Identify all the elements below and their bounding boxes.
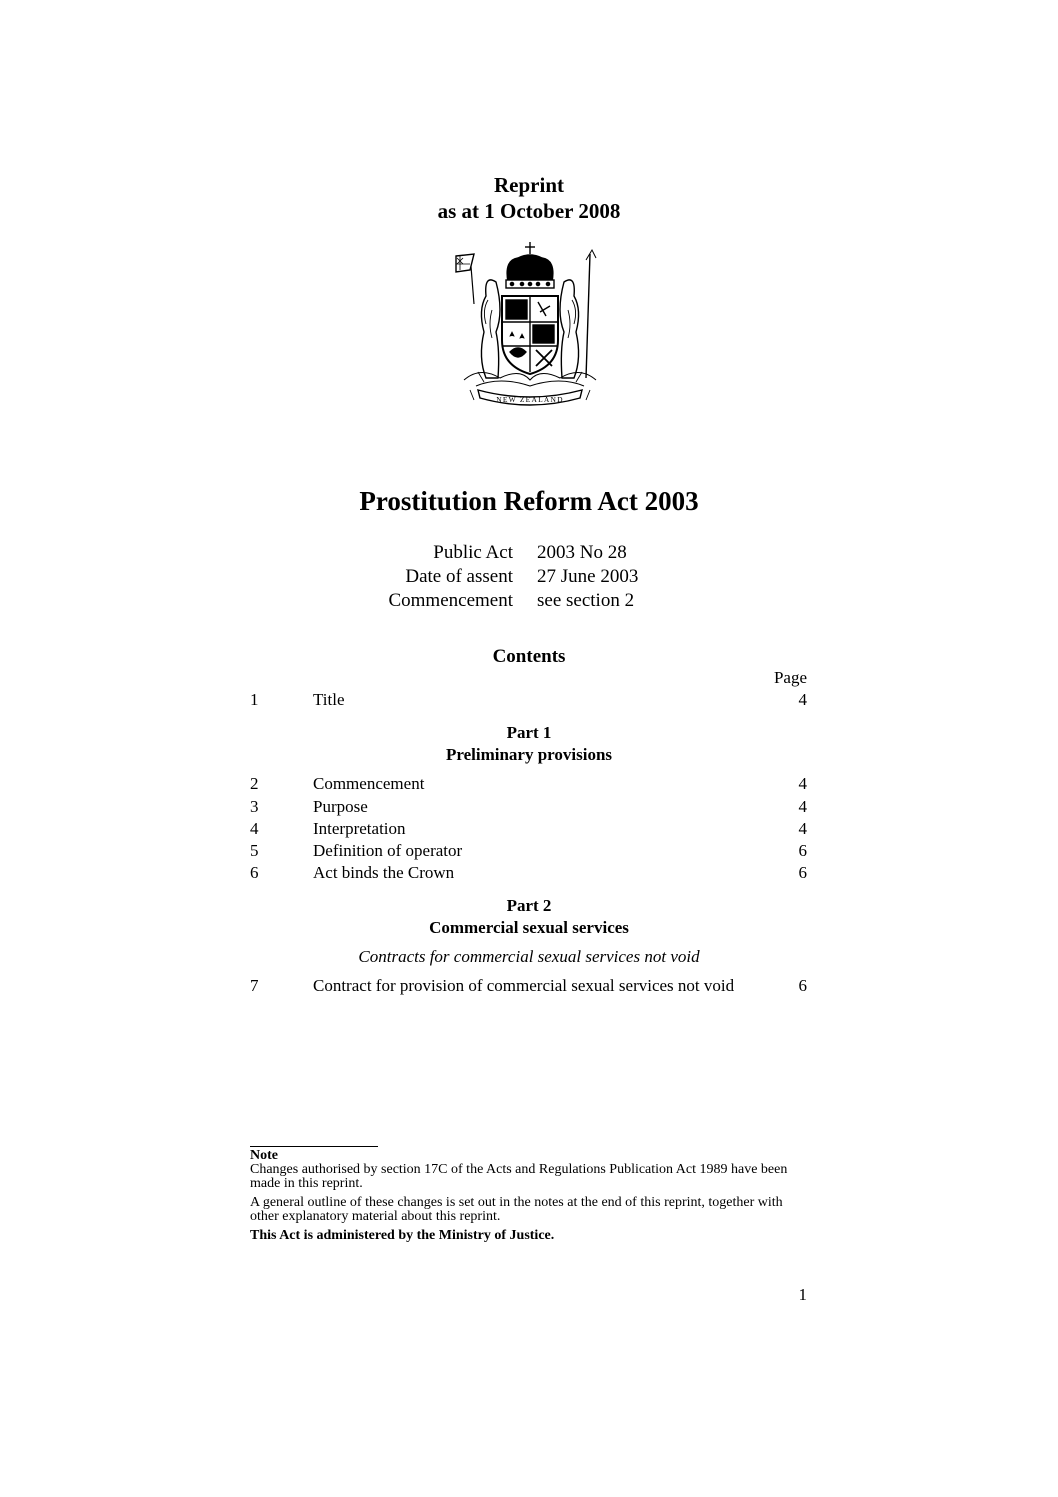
meta-row-date-of-assent <box>0 565 1058 589</box>
meta-value: 27 June 2003 <box>537 566 639 587</box>
reprint-label: Reprint <box>494 173 564 197</box>
section-number: 2 <box>250 774 259 793</box>
meta-label: Commencement <box>388 590 513 611</box>
page-reference: 4 <box>798 774 807 793</box>
note-paragraph-outline: A general outline of these changes is set out in the notes at the end of this reprint, together with other explanatory material about this reprint. <box>250 1195 783 1224</box>
page-reference: 6 <box>798 841 807 860</box>
note-paragraph-changes: Changes authorised by section 17C of the Acts and Regulations Publication Act 1989 have been made in this reprint. <box>250 1162 788 1191</box>
part-2-label: Part 2 <box>506 896 552 915</box>
section-number: 5 <box>250 841 259 860</box>
meta-label: Date of assent <box>405 566 513 587</box>
page-reference: 4 <box>798 797 807 816</box>
footnote-divider <box>250 1146 378 1147</box>
section-title: Act binds the Crown <box>313 863 455 882</box>
coat-of-arms-icon <box>440 240 620 410</box>
part-2-subheading: Contracts for commercial sexual services not void <box>358 947 700 966</box>
crest-motto: NEW ZEALAND <box>496 395 564 404</box>
meta-value: 2003 No 28 <box>537 542 627 563</box>
contents-heading: Contents <box>492 646 566 667</box>
page-reference: 6 <box>798 976 807 995</box>
meta-row-commencement <box>0 589 1058 613</box>
section-number: 6 <box>250 863 259 882</box>
page-column-label: Page <box>773 668 807 687</box>
section-title: Purpose <box>313 797 368 816</box>
section-number: 3 <box>250 797 259 816</box>
section-title: Interpretation <box>313 819 406 838</box>
part-2-name: Commercial sexual services <box>429 918 629 937</box>
part-1-label: Part 1 <box>506 723 552 742</box>
section-number: 7 <box>250 976 259 995</box>
meta-value: see section 2 <box>537 590 635 611</box>
section-title: Contract for provision of commercial sexual services not void <box>313 976 735 995</box>
section-title: Commencement <box>313 774 425 793</box>
part-1-name: Preliminary provisions <box>445 745 613 764</box>
footnote-notes <box>250 1149 810 1248</box>
page-reference: 6 <box>798 863 807 882</box>
note-administration: This Act is administered by the Ministry of Justice. <box>250 1228 555 1243</box>
section-number: 4 <box>250 819 259 838</box>
page-number: 1 <box>798 1285 807 1304</box>
act-metadata <box>0 541 1058 613</box>
reprint-heading <box>0 172 1058 224</box>
meta-row-public-act <box>0 541 1058 565</box>
section-title: Definition of operator <box>313 841 463 860</box>
meta-label: Public Act <box>433 542 513 563</box>
act-title: Prostitution Reform Act 2003 <box>359 486 699 516</box>
section-number: 1 <box>250 690 259 709</box>
reprint-date: as at 1 October 2008 <box>437 199 621 223</box>
page-reference: 4 <box>798 690 807 709</box>
section-title: Title <box>313 690 345 709</box>
note-title: Note <box>250 1148 278 1163</box>
page-reference: 4 <box>798 819 807 838</box>
